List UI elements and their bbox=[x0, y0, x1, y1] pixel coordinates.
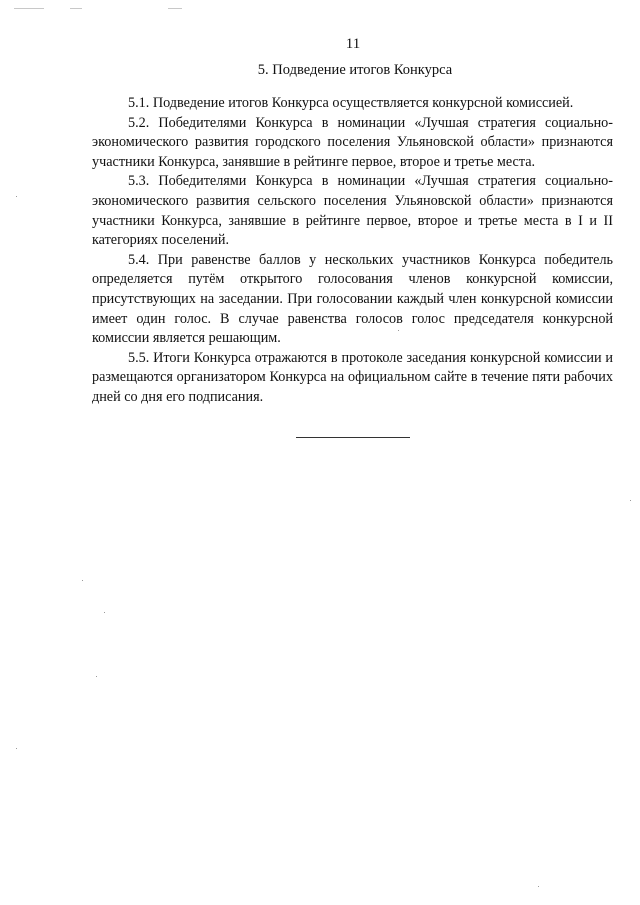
page-number: 11 bbox=[345, 36, 361, 52]
paragraph-5-3: 5.3. Победителями Конкурса в номинации «Лучшая стратегия социально-экономического развития сельского поселения Ульяновской области» признаются участники Конкурса, занявшие в рейтинге первое, второе и третье места в I и II категориях поселений. bbox=[92, 173, 613, 249]
paragraph-5-5: 5.5. Итоги Конкурса отражаются в протоколе заседания конкурсной комиссии и размещаются организатором Конкурса на официальном сайте в течение пяти рабочих дней со дня его подписания. bbox=[92, 349, 613, 405]
scan-speck bbox=[82, 580, 83, 581]
scan-speck bbox=[104, 612, 105, 613]
scan-speck bbox=[538, 886, 539, 887]
paragraph-5-2: 5.2. Победителями Конкурса в номинации «Лучшая стратегия социально-экономического развития городского поселения Ульяновской области» признаются участники Конкурса, занявшие в рейтинге первое, второе и третье места. bbox=[92, 114, 613, 170]
document-body bbox=[92, 94, 613, 408]
scan-speck bbox=[96, 676, 97, 677]
scan-artifact bbox=[168, 8, 182, 9]
scan-artifact bbox=[14, 8, 44, 9]
paragraph-5-1: 5.1. Подведение итогов Конкурса осуществляется конкурсной комиссией. bbox=[128, 95, 574, 111]
paragraph-5-4: 5.4. При равенстве баллов у нескольких участников Конкурса победитель определяется путём открытого голосования членов конкурсной комиссии, присутствующих на заседании. При голосовании каждый член конкурсной комиссии имеет один голос. В случае равенства голосов голос председателя конкурсной комиссии является решающим. bbox=[92, 251, 613, 347]
scan-artifact bbox=[70, 8, 82, 9]
scan-speck bbox=[630, 500, 631, 501]
end-of-text-rule bbox=[296, 437, 410, 438]
section-title: 5. Подведение итогов Конкурса bbox=[257, 62, 453, 78]
scan-speck bbox=[16, 196, 17, 197]
scan-speck bbox=[398, 330, 399, 331]
scan-speck bbox=[16, 748, 17, 749]
